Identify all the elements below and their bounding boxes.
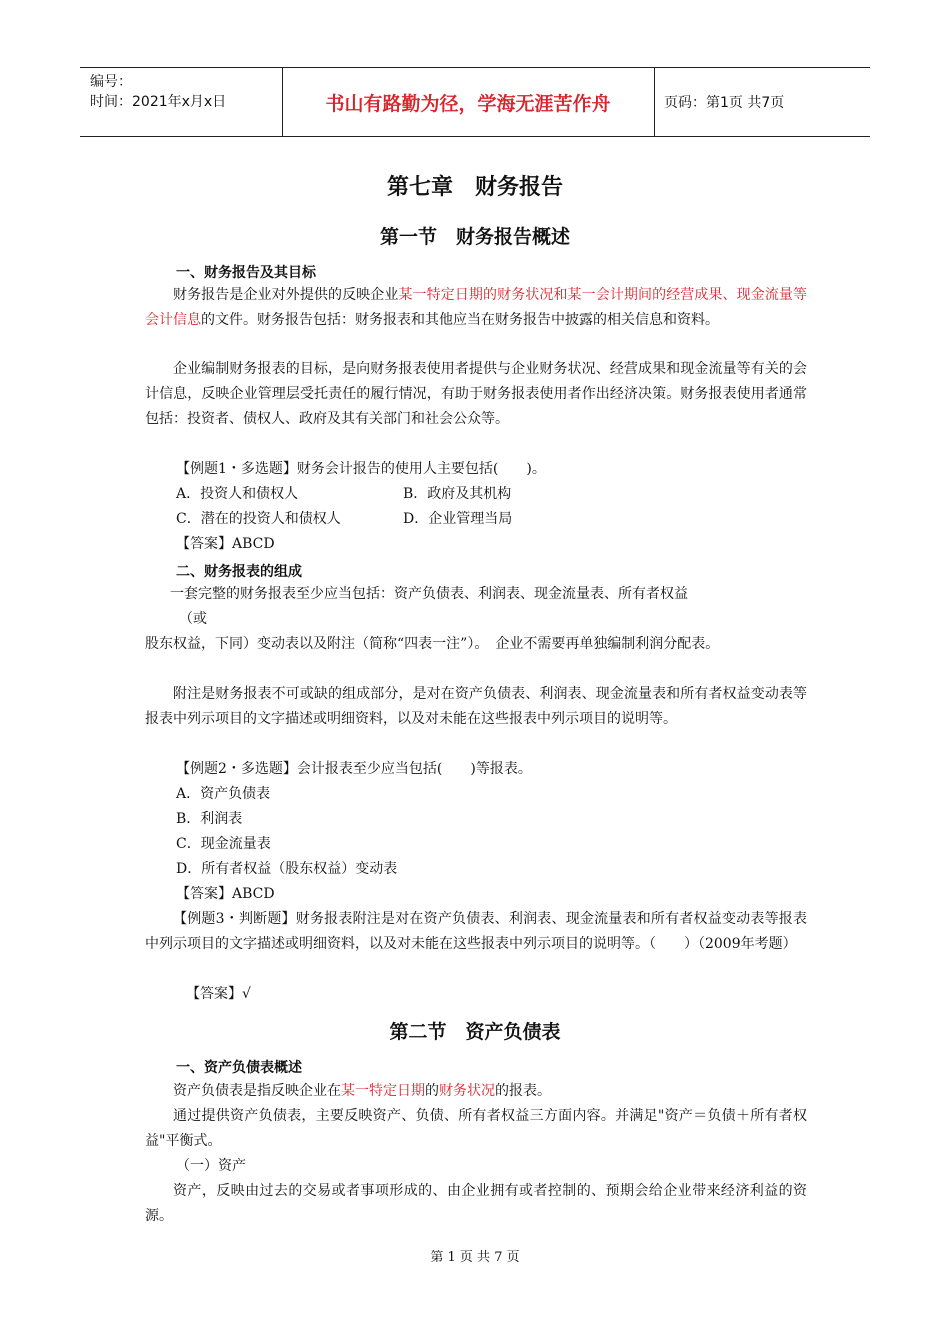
option-b: B．利润表 (176, 811, 243, 827)
header-number: 编号： (90, 74, 132, 90)
subsection-heading: 一、财务报告及其目标 (176, 265, 316, 281)
subsection-heading: 一、资产负债表概述 (176, 1060, 302, 1076)
option-c: C．潜在的投资人和债权人 (176, 511, 341, 527)
paragraph: 股东权益，下同）变动表以及附注（简称“四表一注”）。 企业不需要再单独编制利润分配表。 (145, 636, 720, 652)
section-title: 第一节 财务报告概述 (379, 226, 570, 248)
paragraph-line: 一套完整的财务报表至少应当包括：资产负债表、利润表、现金流量表、所有者权益 (170, 586, 688, 602)
list-item-heading: （一）资产 (176, 1158, 246, 1174)
highlight-text: 某一特定日期的财务状况和某一会计期间的经营成果、现金流量等会计信息 (145, 287, 808, 328)
answer: 【答案】ABCD (176, 886, 275, 902)
answer: 【答案】ABCD (176, 536, 275, 552)
example-question: 【例题3・判断题】财务报表附注是对在资产负债表、利润表、现金流量表和所有者权益变动表等报表中列示项目的文字描述或明细资料，以及对未能在这些报表中列示项目的说明等。（ ）（2009年考题） (145, 911, 807, 952)
paragraph: 附注是财务报表不可或缺的组成部分，是对在资产负债表、利润表、现金流量表和所有者权益变动表等报表中列示项目的文字描述或明细资料，以及对未能在这些报表中列示项目的说明等。 (145, 686, 807, 727)
text-run: 的报表。 (495, 1083, 551, 1099)
option-a: A．投资人和债权人 (176, 486, 299, 502)
text-run: 资产负债表是指反映企业在 (173, 1083, 341, 1099)
text-run: 的文件。财务报告包括：财务报表和其他应当在财务报告中披露的相关信息和资料。 (201, 312, 719, 328)
header-time: 时间：2021年x月x日 (90, 94, 227, 110)
page-header (80, 67, 870, 137)
paragraph-line: （或 (179, 611, 207, 627)
example-question: 【例题1・多选题】财务会计报告的使用人主要包括( )。 (176, 461, 546, 477)
header-meta (90, 72, 226, 112)
paragraph (145, 283, 807, 333)
section-title: 第二节 资产负债表 (389, 1021, 561, 1043)
paragraph: 通过提供资产负债表，主要反映资产、负债、所有者权益三方面内容。并满足"资产＝负债＋所有者权益"平衡式。 (145, 1108, 807, 1149)
paragraph (145, 1079, 807, 1104)
chapter-title: 第七章 财务报告 (386, 175, 563, 200)
option-d: D．所有者权益（股东权益）变动表 (176, 861, 398, 877)
page-footer: 第 1 页 共 7 页 (430, 1250, 520, 1265)
answer: 【答案】√ (186, 986, 251, 1002)
option-b: B．政府及其机构 (403, 486, 512, 502)
option-d: D．企业管理当局 (403, 511, 513, 527)
text-run: 的 (425, 1083, 439, 1099)
highlight-text: 某一特定日期 (341, 1083, 425, 1099)
paragraph: 企业编制财务报表的目标，是向财务报表使用者提供与企业财务状况、经营成果和现金流量等有关的会计信息，反映企业管理层受托责任的履行情况，有助于财务报表使用者作出经济决策。财务报表使用者通常包括：投资者、债权人、政府及其有关部门和社会公众等。 (145, 361, 807, 427)
header-page-info: 页码：第1页 共7页 (664, 95, 785, 111)
subsection-heading: 二、财务报表的组成 (176, 564, 302, 580)
paragraph: 资产，反映由过去的交易或者事项形成的、由企业拥有或者控制的、预期会给企业带来经济利益的资源。 (145, 1183, 807, 1224)
text-run: 财务报告是企业对外提供的反映企业 (173, 287, 399, 303)
header-motto: 书山有路勤为径，学海无涯苦作舟 (325, 92, 611, 115)
option-c: C．现金流量表 (176, 836, 271, 852)
option-a: A．资产负债表 (176, 786, 271, 802)
highlight-text: 财务状况 (439, 1083, 495, 1099)
header-divider (654, 68, 655, 136)
example-question: 【例题2・多选题】会计报表至少应当包括( )等报表。 (176, 761, 532, 777)
